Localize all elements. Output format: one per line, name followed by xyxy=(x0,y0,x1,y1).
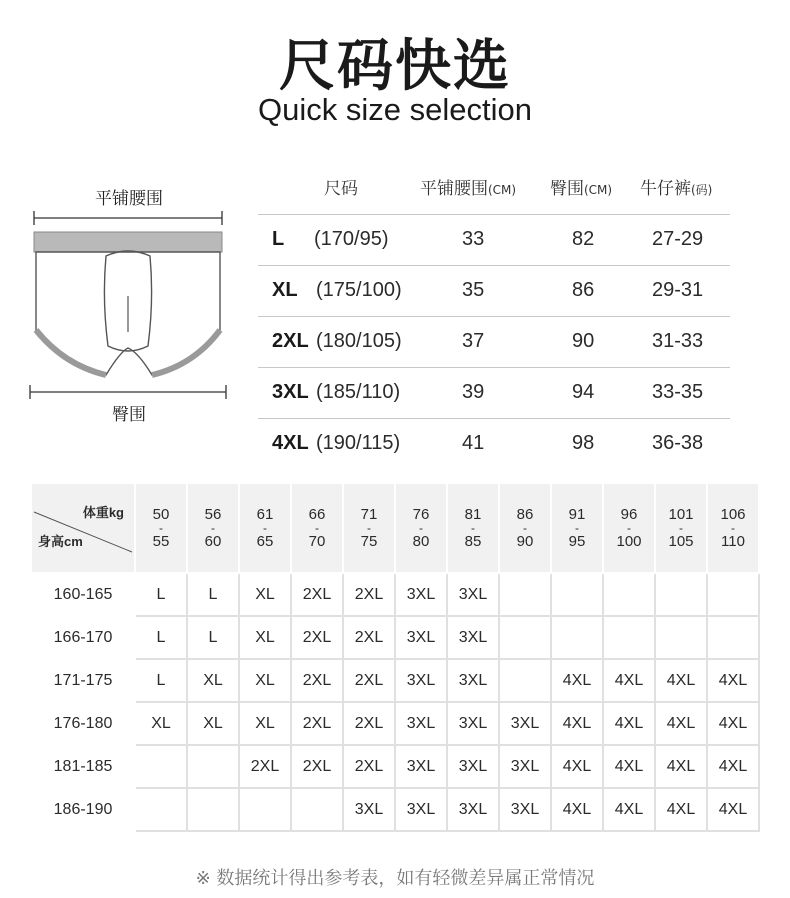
range-dash: - xyxy=(523,521,527,535)
weight-min: 91 xyxy=(568,506,586,523)
size-cell: 2XL xyxy=(239,745,291,788)
weight-max: 105 xyxy=(668,533,694,550)
size-cell: 4XL xyxy=(707,702,759,745)
jeans-value: 31-33 xyxy=(652,330,704,352)
size-row xyxy=(258,214,730,265)
size-cell: 4XL xyxy=(551,745,603,788)
jeans-value: 27-29 xyxy=(652,228,704,250)
size-cell: 3XL xyxy=(447,788,499,831)
size-cell: 3XL xyxy=(395,573,447,616)
weight-range-header xyxy=(239,483,291,573)
weight-min: 86 xyxy=(516,506,534,523)
size-cell: 2XL xyxy=(291,573,343,616)
hip-value: 94 xyxy=(572,381,595,403)
size-cell xyxy=(707,616,759,659)
size-cell xyxy=(603,616,655,659)
weight-range-header xyxy=(343,483,395,573)
grid-header-row xyxy=(31,483,759,573)
size-row xyxy=(258,265,730,316)
weight-min: 66 xyxy=(308,506,326,523)
grid-corner xyxy=(31,483,135,573)
size-cell: L xyxy=(135,616,187,659)
size-cell xyxy=(187,745,239,788)
weight-range-header xyxy=(291,483,343,573)
size-cell: 3XL xyxy=(499,745,551,788)
size-cell xyxy=(499,659,551,702)
size-spec-table xyxy=(258,168,730,469)
size-cell: 4XL xyxy=(603,659,655,702)
weight-min: 61 xyxy=(256,506,274,523)
table-row xyxy=(31,616,759,659)
size-cell: 4XL xyxy=(655,745,707,788)
size-cell: L xyxy=(187,616,239,659)
size-name: L xyxy=(272,228,285,250)
weight-max: 110 xyxy=(721,533,745,550)
weight-range-header xyxy=(655,483,707,573)
range-dash: - xyxy=(419,521,423,535)
weight-min: 71 xyxy=(360,506,378,523)
range-dash: - xyxy=(731,521,735,535)
range-dash: - xyxy=(367,521,371,535)
size-cell: L xyxy=(187,573,239,616)
size-cell xyxy=(499,616,551,659)
height-range-label: 186-190 xyxy=(31,788,135,831)
range-dash: - xyxy=(159,521,163,535)
table-row xyxy=(31,788,759,831)
jeans-value: 29-31 xyxy=(652,279,704,301)
size-cell xyxy=(187,788,239,831)
range-dash: - xyxy=(679,521,683,535)
header-size: 尺码 xyxy=(324,179,358,199)
weight-range-header xyxy=(603,483,655,573)
size-spec: (180/105) xyxy=(316,330,402,352)
size-cell: 3XL xyxy=(447,659,499,702)
size-name: 2XL xyxy=(272,330,309,352)
size-cell: 3XL xyxy=(343,788,395,831)
size-cell: XL xyxy=(239,659,291,702)
weight-range-header xyxy=(499,483,551,573)
weight-max: 80 xyxy=(412,533,430,550)
diagonal-line-icon xyxy=(32,484,136,572)
size-cell: 2XL xyxy=(343,745,395,788)
size-cell: 3XL xyxy=(395,788,447,831)
table-row xyxy=(31,659,759,702)
size-cell xyxy=(291,788,343,831)
weight-max: 60 xyxy=(204,533,222,550)
size-cell: 2XL xyxy=(291,702,343,745)
weight-range-header xyxy=(447,483,499,573)
size-cell: 4XL xyxy=(551,659,603,702)
size-cell: 4XL xyxy=(551,702,603,745)
size-cell xyxy=(135,745,187,788)
weight-min: 76 xyxy=(412,506,430,523)
table-row xyxy=(31,573,759,616)
hip-value: 86 xyxy=(572,279,595,301)
size-cell: 4XL xyxy=(603,788,655,831)
size-cell xyxy=(551,616,603,659)
size-cell: 3XL xyxy=(395,616,447,659)
size-name: 4XL xyxy=(272,432,309,454)
size-cell xyxy=(603,573,655,616)
size-cell: XL xyxy=(239,616,291,659)
header-jeans: 牛仔裤(码) xyxy=(640,179,713,199)
size-table-header xyxy=(258,168,730,214)
size-cell: 2XL xyxy=(343,659,395,702)
hip-value: 82 xyxy=(572,228,595,250)
size-cell: XL xyxy=(239,573,291,616)
waist-value: 33 xyxy=(462,228,485,250)
footer-note: ※ 数据统计得出参考表，如有轻微差异属正常情况 xyxy=(195,868,595,889)
size-cell: 3XL xyxy=(395,702,447,745)
size-cell: 2XL xyxy=(291,659,343,702)
size-cell: 4XL xyxy=(707,659,759,702)
weight-min: 106 xyxy=(720,506,746,523)
height-weight-grid xyxy=(30,482,760,832)
weight-max: 55 xyxy=(152,533,170,550)
size-cell: 4XL xyxy=(603,745,655,788)
size-cell: XL xyxy=(187,659,239,702)
range-dash: - xyxy=(575,521,579,535)
size-name: XL xyxy=(272,279,298,301)
waist-value: 35 xyxy=(462,279,485,301)
jeans-value: 33-35 xyxy=(652,381,704,403)
size-cell xyxy=(655,616,707,659)
page-title: 尺码快选 xyxy=(279,34,511,99)
size-cell: 2XL xyxy=(291,745,343,788)
height-range-label: 171-175 xyxy=(31,659,135,702)
size-cell: 3XL xyxy=(499,702,551,745)
size-cell: XL xyxy=(239,702,291,745)
size-cell: 2XL xyxy=(291,616,343,659)
size-spec: (170/95) xyxy=(314,228,389,250)
weight-min: 101 xyxy=(668,506,694,523)
height-range-label: 176-180 xyxy=(31,702,135,745)
size-cell: 3XL xyxy=(447,745,499,788)
waist-value: 41 xyxy=(462,432,485,454)
weight-min: 50 xyxy=(152,506,170,523)
weight-min: 81 xyxy=(464,506,482,523)
size-cell: 2XL xyxy=(343,702,395,745)
size-cell: 4XL xyxy=(707,788,759,831)
height-range-label: 166-170 xyxy=(31,616,135,659)
size-cell: 4XL xyxy=(707,745,759,788)
size-cell: XL xyxy=(135,702,187,745)
size-cell: L xyxy=(135,659,187,702)
weight-max: 70 xyxy=(308,533,326,550)
weight-min: 56 xyxy=(204,506,222,523)
corner-height-label: 身高cm xyxy=(38,534,83,549)
weight-max: 95 xyxy=(568,533,586,550)
hip-label: 臀围 xyxy=(112,405,146,425)
height-range-label: 160-165 xyxy=(31,573,135,616)
hip-value: 98 xyxy=(572,432,595,454)
table-row xyxy=(31,702,759,745)
size-cell: 4XL xyxy=(551,788,603,831)
weight-range-header xyxy=(395,483,447,573)
size-spec: (190/115) xyxy=(316,432,401,454)
hip-value: 90 xyxy=(572,330,595,352)
weight-max: 65 xyxy=(256,533,274,550)
range-dash: - xyxy=(211,521,215,535)
size-cell xyxy=(655,573,707,616)
waist-value: 39 xyxy=(462,381,485,403)
table-row xyxy=(31,745,759,788)
size-cell: 4XL xyxy=(603,702,655,745)
header-waist: 平铺腰围(CM) xyxy=(420,179,517,199)
size-cell xyxy=(135,788,187,831)
size-spec: (175/100) xyxy=(316,279,402,301)
size-cell: 2XL xyxy=(343,573,395,616)
waist-value: 37 xyxy=(462,330,485,352)
weight-max: 90 xyxy=(516,533,534,550)
size-cell: 3XL xyxy=(447,702,499,745)
size-cell: 3XL xyxy=(395,745,447,788)
size-cell: 3XL xyxy=(499,788,551,831)
size-row xyxy=(258,316,730,367)
header-hip: 臀围(CM) xyxy=(550,179,613,199)
range-dash: - xyxy=(315,521,319,535)
weight-min: 96 xyxy=(620,506,638,523)
size-cell: L xyxy=(135,573,187,616)
corner-weight-label: 体重kg xyxy=(82,505,124,520)
size-cell: 3XL xyxy=(447,616,499,659)
weight-range-header xyxy=(187,483,239,573)
underwear-icon xyxy=(24,180,234,430)
range-dash: - xyxy=(471,521,475,535)
weight-max: 85 xyxy=(464,533,482,550)
size-cell: 4XL xyxy=(655,788,707,831)
size-name: 3XL xyxy=(272,381,309,403)
weight-max: 100 xyxy=(616,533,642,550)
size-spec: (185/110) xyxy=(316,381,401,403)
size-row xyxy=(258,418,730,469)
size-cell: 4XL xyxy=(655,702,707,745)
weight-range-header xyxy=(707,483,759,573)
size-cell xyxy=(239,788,291,831)
weight-range-header xyxy=(135,483,187,573)
jeans-value: 36-38 xyxy=(652,432,704,454)
size-cell: 4XL xyxy=(655,659,707,702)
size-row xyxy=(258,367,730,418)
size-cell: 2XL xyxy=(343,616,395,659)
size-cell xyxy=(499,573,551,616)
page-subtitle: Quick size selection xyxy=(258,92,532,127)
weight-max: 75 xyxy=(360,533,378,550)
size-cell xyxy=(707,573,759,616)
size-cell: XL xyxy=(187,702,239,745)
size-cell: 3XL xyxy=(447,573,499,616)
size-cell xyxy=(551,573,603,616)
height-range-label: 181-185 xyxy=(31,745,135,788)
weight-range-header xyxy=(551,483,603,573)
range-dash: - xyxy=(263,521,267,535)
waist-label: 平铺腰围 xyxy=(95,189,163,209)
size-cell: 3XL xyxy=(395,659,447,702)
range-dash: - xyxy=(627,521,631,535)
measurement-diagram xyxy=(24,180,234,430)
